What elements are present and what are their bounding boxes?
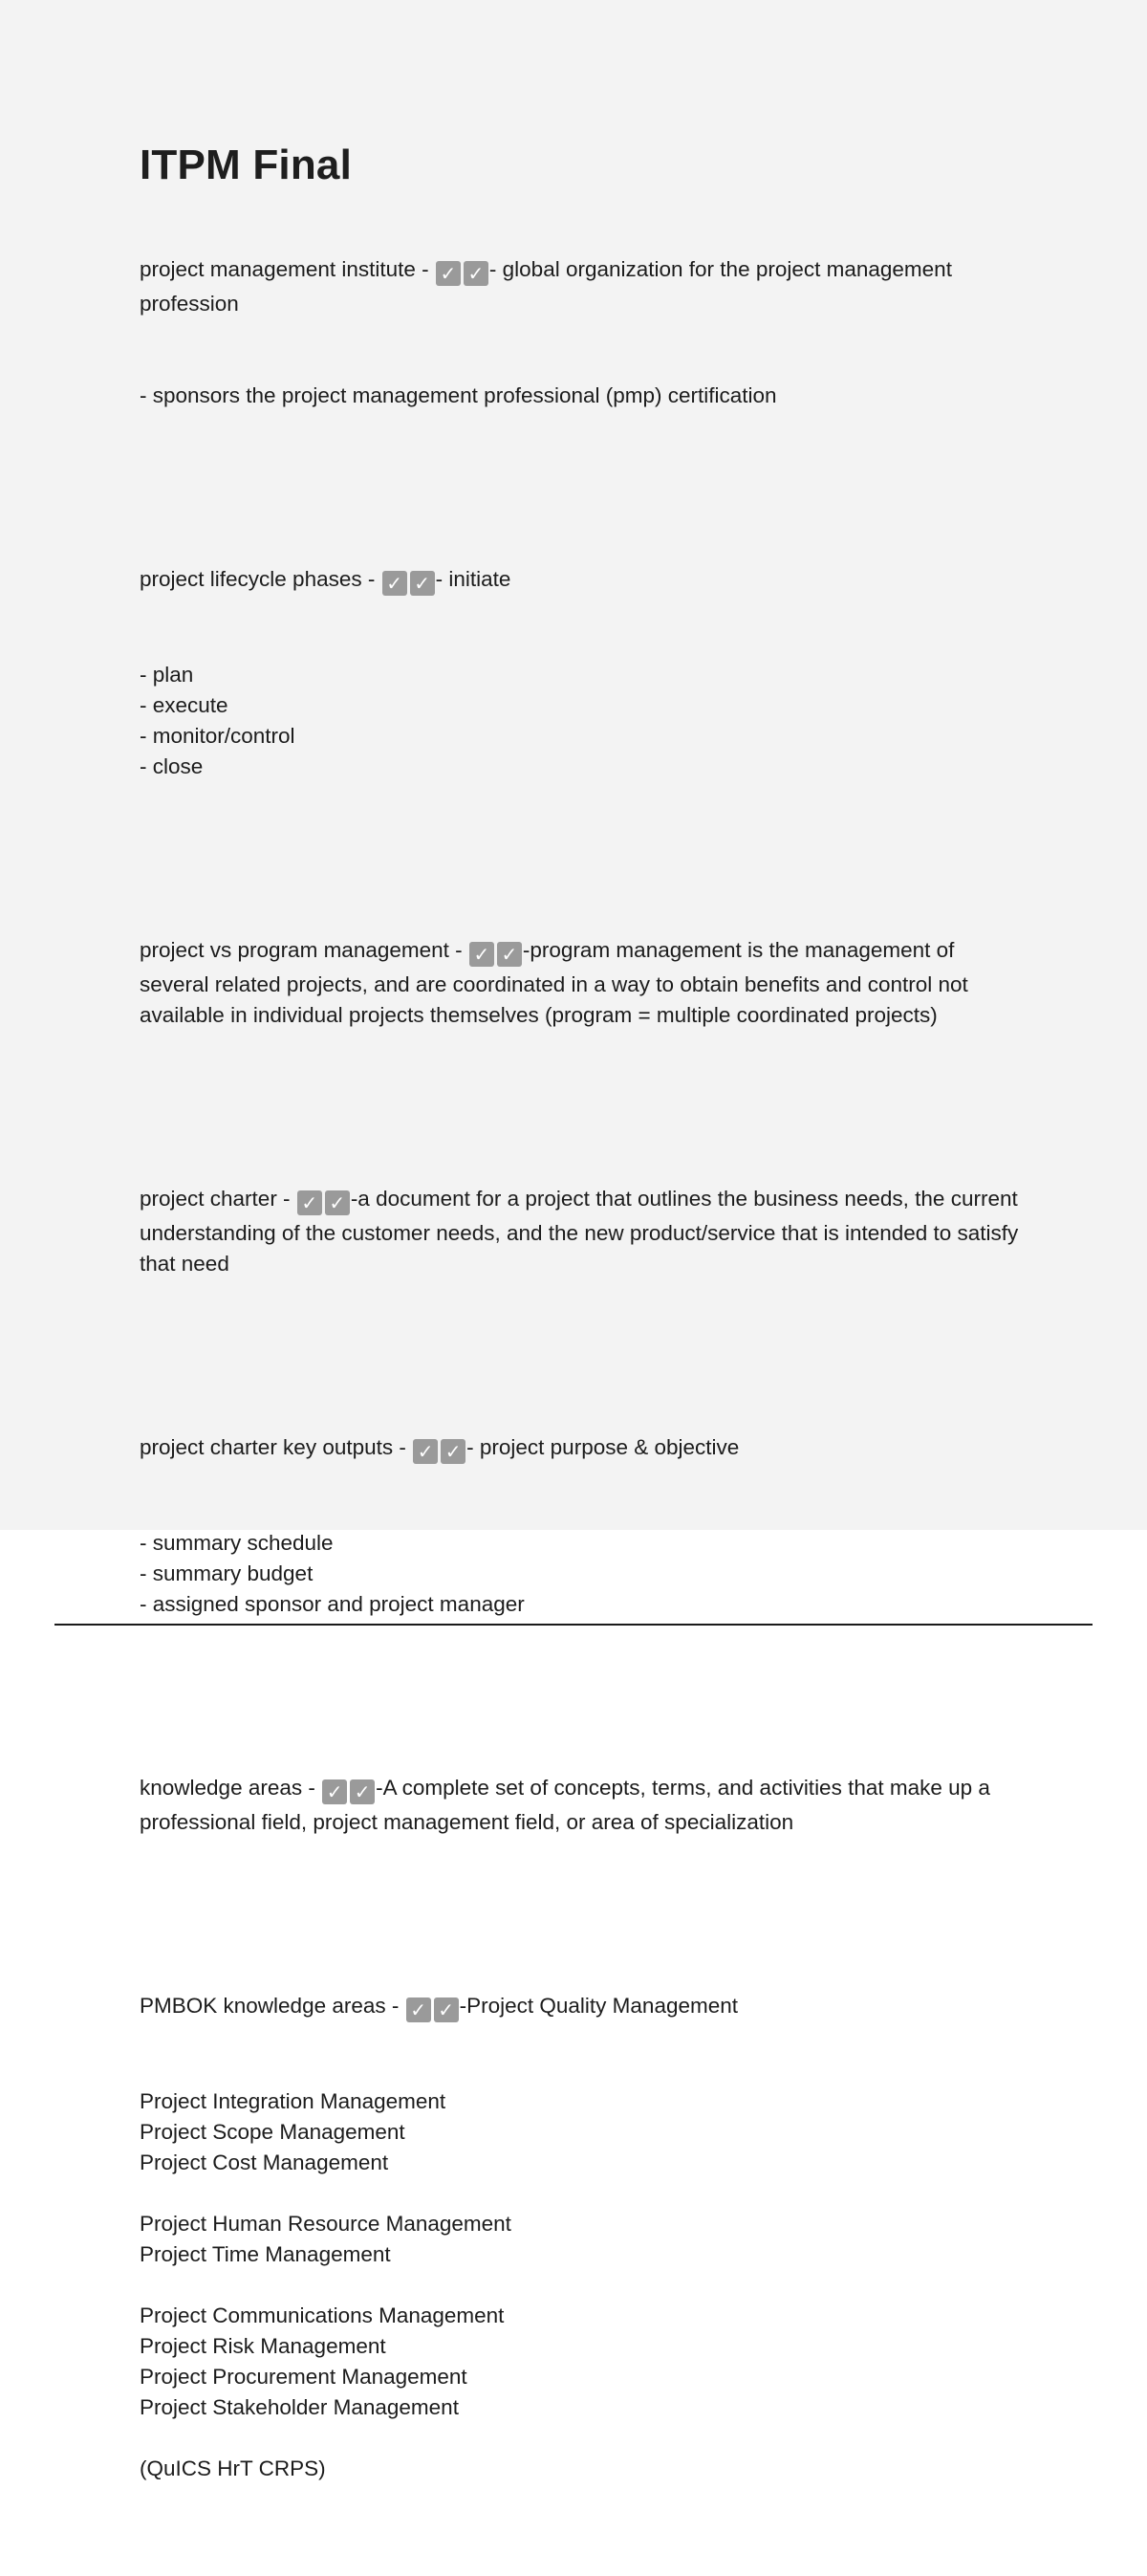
check-icon-group bbox=[469, 939, 522, 970]
check-icon: ✓ bbox=[322, 1779, 347, 1804]
entry-line bbox=[140, 254, 1019, 319]
check-icon: ✓ bbox=[436, 261, 461, 286]
check-icon: ✓ bbox=[464, 261, 488, 286]
entry-line bbox=[140, 1773, 1019, 1838]
entry-term: knowledge areas - bbox=[140, 1776, 322, 1800]
flashcard-entry bbox=[140, 503, 1019, 843]
entry-term: project management institute - bbox=[140, 257, 435, 281]
entry-definition: - global organization for the project management profession bbox=[140, 257, 959, 316]
flashcard-entry bbox=[140, 1371, 1019, 1681]
entry-term: project lifecycle phases - bbox=[140, 567, 381, 591]
document-title: ITPM Final bbox=[140, 142, 352, 188]
entry-continuation: Project Integration Management Project Scope Management Project Cost Management Project Human Resource Management Project Time Management Project Communications Management Project Risk Management Project Procurement Management Project Stakeholder Management (QuICS HrT CRPS) bbox=[140, 2089, 511, 2480]
check-icon: ✓ bbox=[469, 942, 494, 967]
entry-line bbox=[140, 935, 1019, 1031]
check-icon-group bbox=[413, 1436, 465, 1467]
check-icon-group bbox=[297, 1188, 350, 1218]
document-content bbox=[140, 140, 1025, 2576]
check-icon: ✓ bbox=[297, 1190, 322, 1215]
entry-term: project vs program management - bbox=[140, 938, 468, 962]
check-icon: ✓ bbox=[410, 571, 435, 596]
check-icon-group bbox=[382, 568, 435, 599]
entry-term: project charter - bbox=[140, 1187, 296, 1211]
check-icon: ✓ bbox=[382, 571, 407, 596]
entry-line bbox=[140, 1991, 1019, 2025]
entry-continuation: - summary schedule - summary budget - assigned sponsor and project manager bbox=[140, 1531, 525, 1616]
check-icon: ✓ bbox=[434, 1997, 459, 2022]
entry-definition: -A complete set of concepts, terms, and activities that make up a professional field, project management field, or area of specialization bbox=[140, 1776, 997, 1834]
entry-definition: - initiate bbox=[435, 567, 511, 591]
entry-line bbox=[140, 1184, 1025, 1279]
flashcard-entry bbox=[140, 1123, 1025, 1341]
entry-continuation: - sponsors the project management professional (pmp) certification bbox=[140, 383, 777, 407]
check-icon: ✓ bbox=[497, 942, 522, 967]
flashcard-entry bbox=[140, 874, 1019, 1092]
entry-term: PMBOK knowledge areas - bbox=[140, 1994, 405, 2018]
check-icon-group bbox=[406, 1995, 459, 2025]
entry-continuation: - plan - execute - monitor/control - close bbox=[140, 663, 295, 778]
check-icon: ✓ bbox=[441, 1439, 465, 1464]
entry-definition: -Project Quality Management bbox=[459, 1994, 739, 2018]
flashcard-entry bbox=[140, 1930, 1019, 2545]
flashcard-entry bbox=[140, 193, 1019, 472]
check-icon: ✓ bbox=[325, 1190, 350, 1215]
entry-definition: -program management is the management of several related projects, and are coordinated in a way to obtain benefits and control not available in individual projects themselves (program = multiple coordinated projects) bbox=[140, 938, 975, 1027]
check-icon-group bbox=[322, 1777, 375, 1807]
entry-line bbox=[140, 1432, 1019, 1467]
entry-line bbox=[140, 564, 1019, 599]
check-icon: ✓ bbox=[406, 1997, 431, 2022]
check-icon: ✓ bbox=[350, 1779, 375, 1804]
flashcard-entry bbox=[140, 1712, 1019, 1899]
check-icon-group bbox=[436, 258, 488, 289]
check-icon: ✓ bbox=[413, 1439, 438, 1464]
entry-definition: - project purpose & objective bbox=[466, 1435, 740, 1459]
entry-definition: -a document for a project that outlines the business needs, the current understanding of the customer needs, and the new product/service that is intended to satisfy that need bbox=[140, 1187, 1025, 1276]
entry-term: project charter key outputs - bbox=[140, 1435, 413, 1459]
